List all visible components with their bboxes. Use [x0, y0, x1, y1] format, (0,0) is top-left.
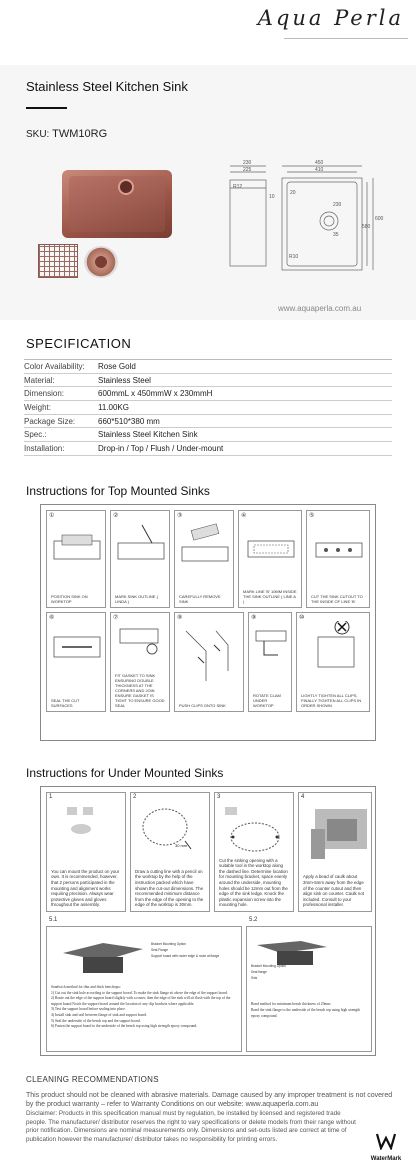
top-mounted-heading: Instructions for Top Mounted Sinks — [26, 484, 210, 498]
callouts — [251, 963, 286, 981]
dim-r12: R12 — [233, 184, 243, 190]
watermark-icon — [376, 1132, 396, 1150]
instructions-text — [251, 1001, 367, 1019]
step-caption: FIT GASKET TO SINK ENSURING DOUBLE THICKNESS AT THE CORNERS AND JOIN ENSURE GASKET IS TIGHT TO ENSURE GOOD SEAL — [115, 673, 165, 708]
product-title: Stainless Steel Kitchen Sink — [26, 79, 188, 94]
cleaning-text: This product should not be cleaned with abrasive materials. Damage caused by any improper treatment is not covered by the product warranty – refer to Warranty Conditions on our website: www.aquaperla.com.au — [26, 1092, 393, 1108]
step-illustration — [112, 521, 170, 581]
spec-row — [24, 442, 392, 456]
top-step-9 — [248, 612, 292, 712]
dim-10: 10 — [269, 194, 275, 200]
callout-label: Support board with router edge & route at flange — [151, 954, 220, 958]
step-number: 3 — [217, 794, 221, 800]
step-caption: MARK SINK OUTLINE ( LINDA ) — [115, 594, 158, 604]
instruction-line: Bond method for minimum bench thickness of 25mm: — [251, 1002, 332, 1006]
step-illustration — [219, 799, 289, 859]
callout-label: Seal Flange — [151, 948, 169, 952]
step-number: ⑤ — [309, 513, 315, 519]
waste-photo — [84, 246, 118, 278]
step-illustration — [240, 521, 302, 581]
step-number: 4 — [301, 794, 305, 800]
step-illustration — [176, 621, 244, 691]
drain-outline — [320, 212, 338, 230]
sink-bowl — [69, 176, 165, 232]
dim-35: 35 — [333, 232, 339, 238]
step-illustration — [53, 931, 153, 983]
callout-label: Sink — [251, 976, 258, 980]
sku-line — [26, 128, 107, 140]
callout-label: Bracket Mounting Option — [251, 964, 287, 968]
spec-label: Package Size: — [24, 416, 76, 426]
instruction-line: Sandwich method for thin and thick benchtops: — [51, 985, 121, 989]
step-illustration — [63, 803, 103, 839]
instruction-line: 1) Cut out the sink hole according to the support board. To make the sink flange sit above the edge of the support board. — [51, 990, 228, 995]
step-illustration — [48, 521, 106, 581]
step-illustration — [298, 621, 370, 683]
top-step-5 — [306, 510, 370, 608]
sink-grid-photo — [38, 244, 78, 278]
step-number: ④ — [241, 513, 247, 519]
brand-logo: Aqua Perla — [257, 6, 404, 30]
top-mounted-panel — [40, 504, 376, 741]
spec-row — [24, 428, 392, 442]
under-step-3 — [214, 792, 294, 912]
sku-value: TWM10RG — [52, 128, 108, 140]
callout-label: Seal flange — [251, 970, 267, 974]
instructions-text — [51, 985, 237, 1030]
sink-photo — [62, 170, 172, 238]
step-caption: CUT THE SINK CUTOUT TO THE INSIDE OF LINE 'B' — [311, 594, 363, 604]
under-mounted-heading: Instructions for Under Mounted Sinks — [26, 766, 224, 780]
instruction-line: 5) Seal the underside of the bench top and the support board. — [51, 1018, 141, 1023]
header — [0, 0, 416, 65]
specification-table — [24, 359, 392, 456]
top-step-10 — [296, 612, 370, 712]
spec-label: Installation: — [24, 444, 65, 454]
sink-drain — [118, 179, 134, 195]
dim-410: 410 — [315, 167, 324, 173]
callout-label: Bracket Mounting Option — [151, 942, 187, 946]
step-illustration — [176, 521, 234, 581]
step2-dimension: 30 mm — [175, 843, 188, 848]
under-step-5-1 — [46, 917, 242, 1052]
spec-label: Material: — [24, 375, 55, 385]
step-number: 1 — [49, 794, 53, 800]
step-caption: SEAL THE CUT SURFACES — [51, 698, 80, 708]
spec-row — [24, 360, 392, 374]
dim-600: 600 — [375, 216, 384, 222]
top-step-1 — [46, 510, 106, 608]
under-step-1 — [46, 792, 126, 912]
step-number: ⑦ — [113, 615, 119, 621]
step-illustration — [135, 801, 205, 857]
dim-580: 580 — [362, 224, 371, 230]
step-caption: CAREFULLY REMOVE SINK — [179, 594, 221, 604]
step-number: ⑩ — [299, 615, 305, 621]
spec-value: 660*510*380 mm — [98, 416, 160, 426]
spec-row — [24, 401, 392, 415]
step-number: ③ — [177, 513, 183, 519]
step-caption: Apply a bead of caulk about 3mm-5mm away from the edge of the counter cutout and then align sink on counter. Caulk not included. Consult to your professional installer. — [303, 874, 365, 908]
dim-drain-230: 230 — [333, 202, 342, 208]
step-caption: Draw a cutting line with a pencil on the worktop by the help of the instruction packed which have shown the cut-out dimensions. The recommended minimum distance from the edge of the opening to the edge of the worktop is 30mm. — [135, 868, 204, 908]
step-caption: Cut the sinking opening with a suitable tool in the worktop along the dashed line. Determine location for mounting bracket, space evenly around the underside, mounting holes should be 12mm out from the edge of the sink ledge. Knock the plastic expansion screw into the mounting hole. — [219, 857, 288, 908]
under-step-5-2 — [246, 917, 372, 1052]
spec-value: 600mmL x 450mmW x 230mmH — [98, 389, 213, 399]
spec-label: Dimension: — [24, 389, 65, 399]
spec-value: Stainless Steel Kitchen Sink — [98, 430, 198, 440]
step-illustration — [308, 521, 370, 581]
step-illustration — [48, 623, 106, 683]
dim-225: 225 — [243, 167, 252, 173]
spec-label: Color Availability: — [24, 362, 85, 371]
step-illustration — [112, 621, 170, 671]
top-step-7 — [110, 612, 170, 712]
spec-label: Spec.: — [24, 430, 47, 440]
spec-value: 11.00KG — [98, 403, 129, 413]
step-number: ① — [49, 513, 55, 519]
side-view — [230, 180, 266, 266]
spec-value: Stainless Steel — [98, 375, 151, 385]
top-step-4 — [238, 510, 302, 608]
step-caption: PUSH CLIPS ONTO SINK — [179, 703, 226, 708]
top-step-8 — [174, 612, 244, 712]
specification-heading: SPECIFICATION — [26, 336, 132, 351]
top-step-2 — [110, 510, 170, 608]
top-step-3 — [174, 510, 234, 608]
spec-row — [24, 415, 392, 429]
spec-value: Drop-in / Top / Flush / Under-mount — [98, 444, 224, 454]
step-number: ⑧ — [177, 615, 183, 621]
step-number: ⑨ — [251, 615, 257, 621]
instruction-line: 3) Test the support board before sealing into place. — [51, 1007, 126, 1012]
step-caption: POSITION SINK ON WORKTOP — [51, 594, 88, 604]
spec-row — [24, 387, 392, 401]
sku-label: SKU: — [26, 129, 50, 140]
callouts — [151, 941, 219, 959]
dim-20: 20 — [290, 190, 296, 196]
technical-drawing — [225, 158, 395, 278]
under-step-4 — [298, 792, 372, 912]
top-step-6 — [46, 612, 106, 712]
step-illustration — [301, 799, 371, 869]
spec-row — [24, 374, 392, 388]
website-url: www.aquaperla.com.au — [278, 304, 362, 313]
step-caption: ROTATE CLAM UNDER WORKTOP — [253, 693, 281, 708]
logo-underline — [284, 38, 408, 39]
instruction-line: 2) Route out the edge of the support board slightly with a router, then the edge of the sink will sit flush with the top of the support board.Notch the support board around the location of any clip brackets where applicable. — [51, 996, 231, 1006]
dim-230: 230 — [243, 160, 252, 166]
step-number: 5.2 — [249, 917, 258, 923]
dim-450: 450 — [315, 160, 324, 166]
instruction-line: 6) Fasten the support board to the underside of the bench top using high strength epoxy compound. — [51, 1024, 198, 1029]
step-number: ② — [113, 513, 119, 519]
dim-r10: R10 — [289, 254, 299, 260]
step-number: 2 — [133, 794, 137, 800]
spec-value: Rose Gold — [98, 362, 136, 371]
watermark-label: WaterMark — [370, 1156, 402, 1162]
disclaimer-text: Disclaimer: Products in this specification manual must by regulation, be installed by licensed and registered trade people. The manufacturer/ distributor reserves the right to vary specifications or delete models from their range without prior notification. Dimensions are nominal measurements only. Dimensions and set-outs listed are correct at time of publication however the manufacturer/ distributor takes no responsibility for printing errors. — [26, 1110, 356, 1143]
step-number: 5.1 — [49, 917, 58, 923]
instruction-line: Bond the sink flange to the underside of the bench top using high strength epoxy compound. — [251, 1008, 361, 1018]
step-caption: MARK LINE 'B' 10MM INSIDE THE SINK OUTLINE ( LINE A ) — [243, 589, 297, 604]
step-number: ⑥ — [49, 615, 55, 621]
under-step-2 — [130, 792, 210, 912]
step-illustration — [250, 621, 292, 671]
step-caption: You can mount the product on your own. It is recommended, however, that 2 persons participated in the mounting and alignment works requiring precision. Always wear protective gloves and gloves throughout the assembly. — [51, 868, 120, 908]
under-mounted-panel — [40, 786, 376, 1056]
title-underline — [26, 107, 67, 109]
spec-label: Weight: — [24, 403, 51, 413]
watermark-badge — [370, 1132, 402, 1162]
instruction-line: 4) Install sink and seal between flange of sink and support board. — [51, 1012, 148, 1017]
step-caption: LIGHTLY TIGHTEN ALL CLIPS, FINALLY TIGHTEN ALL CLIPS IN ORDER SHOWN — [301, 693, 362, 708]
cleaning-heading: CLEANING RECOMMENDATIONS — [26, 1075, 159, 1084]
